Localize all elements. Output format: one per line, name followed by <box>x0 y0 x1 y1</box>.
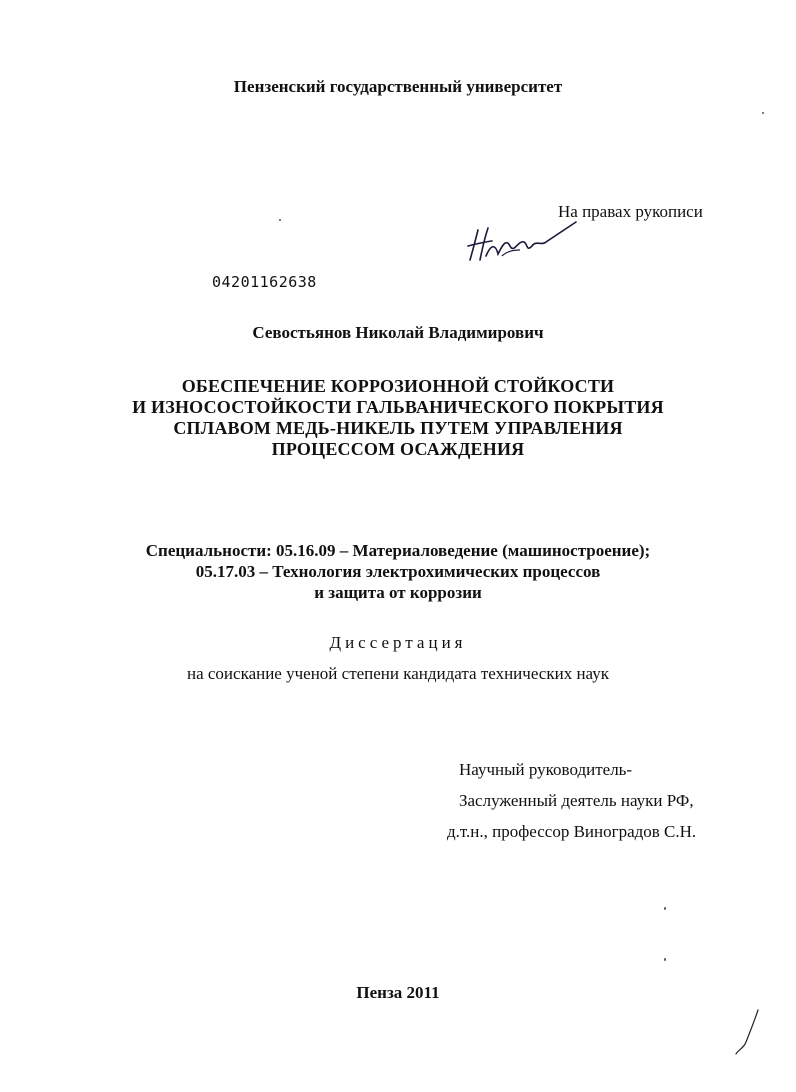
specialty-line: 05.17.03 – Технология электрохимических процессов <box>195 562 601 581</box>
supervisor-line: Заслуженный деятель науки РФ, <box>459 791 694 810</box>
document-type: Диссертация <box>329 633 467 652</box>
dissertation-title-line: ПРОЦЕССОМ ОСАЖДЕНИЯ <box>271 439 525 459</box>
archive-code: 04201162638 <box>212 273 317 291</box>
supervisor-line: д.т.н., профессор Виноградов С.Н. <box>447 822 697 841</box>
dissertation-title-line: СПЛАВОМ МЕДЬ-НИКЕЛЬ ПУТЕМ УПРАВЛЕНИЯ <box>173 418 623 438</box>
specialty-line: и защита от коррозии <box>314 583 482 602</box>
specialty-line: Специальности: 05.16.09 – Материаловедение (машиностроение); <box>145 541 651 560</box>
margin-pen-mark <box>728 1008 768 1056</box>
author-name: Севостьянов Николай Владимирович <box>252 323 544 342</box>
university-name: Пензенский государственный университет <box>233 77 563 96</box>
city-year: Пенза 2011 <box>356 983 440 1002</box>
scan-speck <box>664 958 666 961</box>
scan-speck <box>762 112 764 114</box>
degree-statement: на соискание ученой степени кандидата технических наук <box>186 664 609 683</box>
dissertation-title-line: И ИЗНОСОСТОЙКОСТИ ГАЛЬВАНИЧЕСКОГО ПОКРЫТИЯ <box>132 397 664 417</box>
dissertation-title-line: ОБЕСПЕЧЕНИЕ КОРРОЗИОННОЙ СТОЙКОСТИ <box>181 376 615 396</box>
scan-speck <box>664 907 666 910</box>
handwritten-signature <box>462 216 582 268</box>
rights-note: На правах рукописи <box>558 202 703 221</box>
supervisor-line: Научный руководитель- <box>459 760 633 779</box>
scan-speck <box>279 219 281 221</box>
